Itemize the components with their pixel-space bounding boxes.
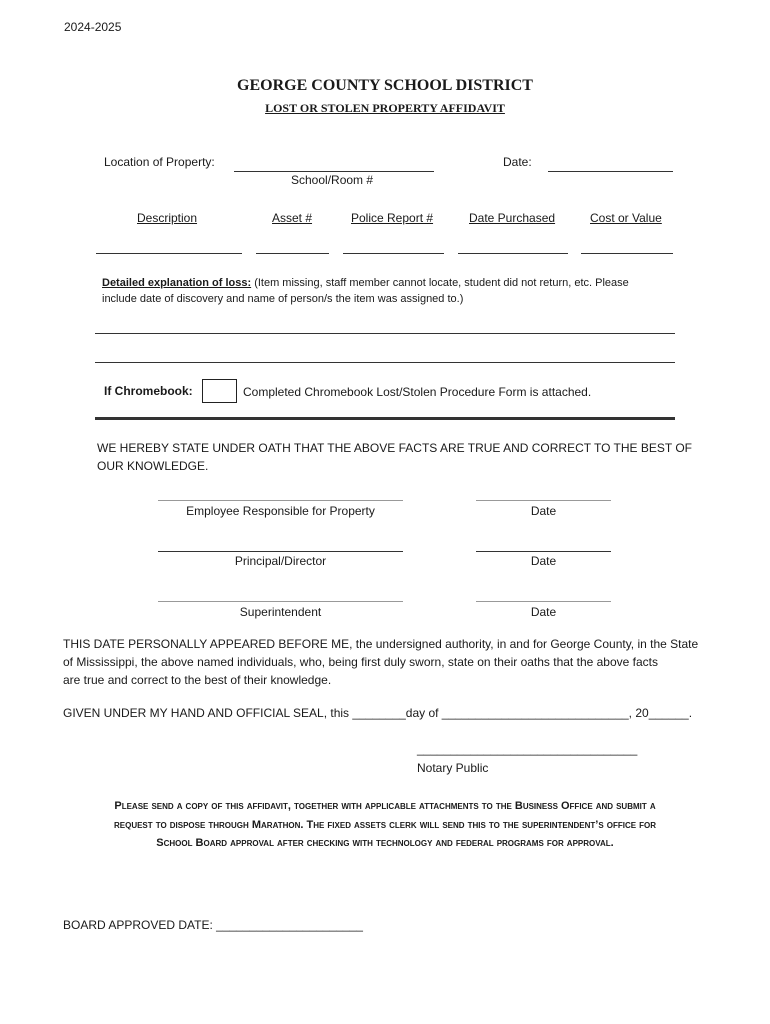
notary-public-label: Notary Public bbox=[417, 761, 489, 775]
location-input-line[interactable] bbox=[234, 171, 434, 172]
explanation-hint: (Item missing, staff member cannot locate, student did not return, etc. Please bbox=[251, 277, 629, 289]
board-approved-date-line[interactable]: ______________________ bbox=[216, 918, 363, 932]
chromebook-checkbox[interactable] bbox=[202, 379, 237, 403]
notary-paragraph-line1: THIS DATE PERSONALLY APPEARED BEFORE ME, the undersigned authority, in and for George County, in the State bbox=[63, 637, 699, 651]
superintendent-signature-line[interactable] bbox=[158, 601, 403, 602]
school-year: 2024-2025 bbox=[64, 20, 122, 34]
explanation-label: Detailed explanation of loss: bbox=[102, 277, 252, 289]
date-label: Date: bbox=[503, 155, 532, 169]
employee-signature-label: Employee Responsible for Property bbox=[186, 504, 375, 518]
location-label: Location of Property: bbox=[104, 155, 215, 169]
instructions-line3: School Board approval after checking with technology and federal programs for approval. bbox=[156, 837, 614, 849]
description-input-line[interactable] bbox=[96, 253, 242, 254]
notary-paragraph-line2: of Mississippi, the above named individuals, who, being first duly sworn, state on their oaths that the above facts bbox=[63, 655, 658, 669]
oath-line1: WE HEREBY STATE UNDER OATH THAT THE ABOVE FACTS ARE TRUE AND CORRECT TO THE BEST OF bbox=[97, 441, 693, 455]
superintendent-signature-label: Superintendent bbox=[239, 605, 322, 619]
oath-line2: OUR KNOWLEDGE. bbox=[97, 459, 209, 473]
superintendent-date-line[interactable] bbox=[476, 601, 611, 602]
section-divider bbox=[95, 417, 675, 420]
chromebook-label: If Chromebook: bbox=[104, 384, 193, 398]
district-title: GEORGE COUNTY SCHOOL DISTRICT bbox=[237, 77, 533, 94]
employee-date-label: Date bbox=[530, 504, 557, 518]
explanation-input-line-1[interactable] bbox=[95, 333, 675, 334]
principal-date-label: Date bbox=[530, 554, 557, 568]
explanation-line1 bbox=[102, 277, 629, 289]
chromebook-text: Completed Chromebook Lost/Stolen Procedure Form is attached. bbox=[243, 385, 592, 399]
explanation-input-line-2[interactable] bbox=[95, 362, 675, 363]
employee-date-line[interactable] bbox=[476, 500, 611, 501]
asset-input-line[interactable] bbox=[256, 253, 329, 254]
board-approved-label: BOARD APPROVED DATE: bbox=[63, 918, 217, 932]
date-purchased-input-line[interactable] bbox=[458, 253, 568, 254]
principal-date-line[interactable] bbox=[476, 551, 611, 552]
column-date-purchased: Date Purchased bbox=[469, 211, 556, 225]
instructions-line1: Please send a copy of this affidavit, together with applicable attachments to the Business Office and submit a bbox=[114, 800, 656, 812]
explanation-hint-line2: include date of discovery and name of person/s the item was assigned to.) bbox=[102, 293, 464, 305]
location-sublabel: School/Room # bbox=[291, 173, 374, 187]
given-under-seal-line: GIVEN UNDER MY HAND AND OFFICIAL SEAL, this ________day of ____________________________, 20______. bbox=[63, 706, 693, 720]
employee-signature-line[interactable] bbox=[158, 500, 403, 501]
principal-signature-label: Principal/Director bbox=[234, 554, 327, 568]
column-description: Description bbox=[137, 211, 198, 225]
notary-signature-line[interactable]: _________________________________ bbox=[417, 742, 638, 756]
form-title: LOST OR STOLEN PROPERTY AFFIDAVIT bbox=[265, 101, 505, 115]
cost-input-line[interactable] bbox=[581, 253, 673, 254]
superintendent-date-label: Date bbox=[530, 605, 557, 619]
instructions-line2: request to dispose through Marathon. The fixed assets clerk will send this to the superintendent’s office for bbox=[113, 819, 657, 831]
notary-paragraph-line3: are true and correct to the best of their knowledge. bbox=[63, 673, 332, 687]
principal-signature-line[interactable] bbox=[158, 551, 403, 552]
board-approved-row bbox=[63, 918, 363, 932]
date-input-line[interactable] bbox=[548, 171, 673, 172]
column-cost: Cost or Value bbox=[590, 211, 662, 225]
police-report-input-line[interactable] bbox=[343, 253, 444, 254]
column-asset: Asset # bbox=[272, 211, 313, 225]
column-police-report: Police Report # bbox=[351, 211, 434, 225]
